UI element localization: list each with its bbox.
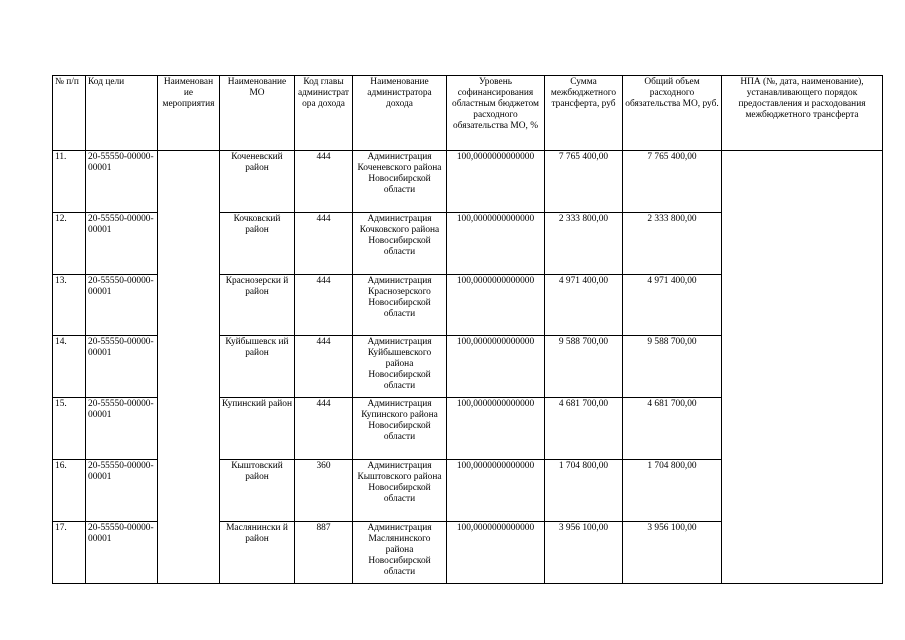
row-num: 12. <box>53 213 86 275</box>
row-code: 20-55550-00000-00001 <box>86 522 158 584</box>
row-total: 1 704 800,00 <box>623 460 722 522</box>
row-sum: 1 704 800,00 <box>545 460 623 522</box>
row-admin-code: 444 <box>295 336 353 398</box>
row-num: 16. <box>53 460 86 522</box>
row-sum: 3 956 100,00 <box>545 522 623 584</box>
row-level: 100,0000000000000 <box>447 275 545 336</box>
row-code: 20-55550-00000-00001 <box>86 151 158 213</box>
header-admin-name: Наименование администратора дохода <box>353 76 447 151</box>
row-code: 20-55550-00000-00001 <box>86 460 158 522</box>
header-total: Общий объем расходного обязательства МО, руб. <box>623 76 722 151</box>
row-mo: Кочковский район <box>220 213 295 275</box>
row-admin-name: Администрация Купинского района Новосибирской области <box>353 398 447 460</box>
row-level: 100,0000000000000 <box>447 213 545 275</box>
row-level: 100,0000000000000 <box>447 522 545 584</box>
row-total: 3 956 100,00 <box>623 522 722 584</box>
row-code: 20-55550-00000-00001 <box>86 275 158 336</box>
header-num: № п/п <box>53 76 86 151</box>
row-sum: 4 681 700,00 <box>545 398 623 460</box>
row-admin-code: 444 <box>295 275 353 336</box>
header-code: Код цели <box>86 76 158 151</box>
row-level: 100,0000000000000 <box>447 460 545 522</box>
table-row <box>53 151 883 213</box>
row-admin-name: Администрация Коченевского района Новосибирской области <box>353 151 447 213</box>
row-admin-code: 444 <box>295 213 353 275</box>
row-sum: 4 971 400,00 <box>545 275 623 336</box>
row-mo: Краснозерски й район <box>220 275 295 336</box>
transfer-table <box>52 75 883 584</box>
row-code: 20-55550-00000-00001 <box>86 213 158 275</box>
row-sum: 7 765 400,00 <box>545 151 623 213</box>
header-sum: Сумма межбюджетного трансферта, руб <box>545 76 623 151</box>
row-admin-name: Администрация Маслянинского района Новосибирской области <box>353 522 447 584</box>
row-mo: Купинский район <box>220 398 295 460</box>
row-num: 13. <box>53 275 86 336</box>
row-admin-code: 444 <box>295 151 353 213</box>
header-admin-code: Код главы администрат ора дохода <box>295 76 353 151</box>
row-num: 15. <box>53 398 86 460</box>
row-admin-name: Администрация Краснозерского Новосибирской области <box>353 275 447 336</box>
row-level: 100,0000000000000 <box>447 151 545 213</box>
row-sum: 2 333 800,00 <box>545 213 623 275</box>
header-row <box>53 76 883 151</box>
row-admin-code: 444 <box>295 398 353 460</box>
row-level: 100,0000000000000 <box>447 398 545 460</box>
row-mo: Куйбышевск ий район <box>220 336 295 398</box>
header-event: Наименован ие мероприятия <box>158 76 220 151</box>
row-admin-code: 360 <box>295 460 353 522</box>
header-npa: НПА (№, дата, наименование), устанавливающего порядок предоставления и расходования межбюджетного трансферта <box>722 76 883 151</box>
row-code: 20-55550-00000-00001 <box>86 336 158 398</box>
row-num: 14. <box>53 336 86 398</box>
row-total: 9 588 700,00 <box>623 336 722 398</box>
row-total: 7 765 400,00 <box>623 151 722 213</box>
row-total: 2 333 800,00 <box>623 213 722 275</box>
row-level: 100,0000000000000 <box>447 336 545 398</box>
row-mo: Коченевский район <box>220 151 295 213</box>
row-mo: Кыштовский район <box>220 460 295 522</box>
npa-cell <box>722 151 883 584</box>
header-level: Уровень софинансирования областным бюджетом расходного обязательства МО, % <box>447 76 545 151</box>
row-code: 20-55550-00000-00001 <box>86 398 158 460</box>
row-admin-name: Администрация Куйбышевского района Новосибирской области <box>353 336 447 398</box>
row-admin-name: Администрация Кочковского района Новосибирской области <box>353 213 447 275</box>
row-admin-name: Администрация Кыштовского района Новосибирской области <box>353 460 447 522</box>
row-sum: 9 588 700,00 <box>545 336 623 398</box>
row-num: 11. <box>53 151 86 213</box>
row-total: 4 681 700,00 <box>623 398 722 460</box>
row-mo: Маслянински й район <box>220 522 295 584</box>
event-cell <box>158 151 220 584</box>
row-total: 4 971 400,00 <box>623 275 722 336</box>
row-num: 17. <box>53 522 86 584</box>
header-mo: Наименование МО <box>220 76 295 151</box>
row-admin-code: 887 <box>295 522 353 584</box>
